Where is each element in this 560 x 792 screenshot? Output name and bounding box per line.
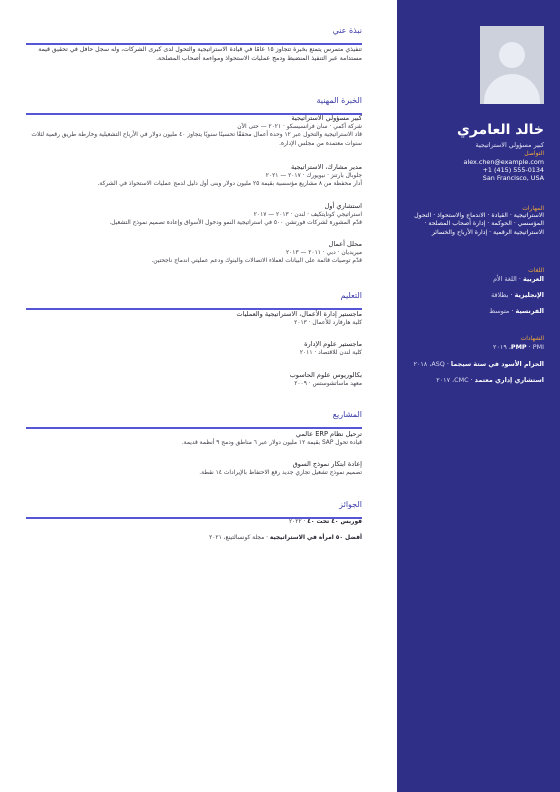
job-description: قاد الاستراتيجية والتحول عبر ١٢ وحدة أعمال محققًا تحسينًا سنويًا يتجاوز ٤٠ مليون دولار في الأرباح التشغيلية وخارطة طريق رقمية لثلاث سنوات معتمدة من مجلس الإدارة. [31, 132, 362, 147]
certification-item: استشاري إداري معتمد · CMC، ٢٠١٧ [436, 376, 544, 384]
email-text[interactable]: alex.chen@example.com [463, 158, 544, 166]
award-name: فوربس ٤٠ تحت ٤٠ [307, 519, 362, 525]
section-divider [26, 427, 362, 429]
education-item [26, 310, 362, 327]
language-item: الفرنسية · متوسط [489, 307, 544, 315]
degree: ماجستير علوم الإدارة [304, 340, 362, 348]
language-level: بطلاقة [491, 291, 509, 299]
location-text: San Francisco, USA [482, 174, 544, 183]
award-meta: مجلة كونسالتينغ، ٢٠٢١ [209, 535, 265, 541]
language-name: الإنجليزية [514, 291, 544, 299]
language-item: العربية · اللغة الأم [493, 275, 544, 283]
certifications-label: الشهادات [520, 335, 544, 342]
experience-item [26, 163, 362, 189]
project-description: قيادة تحول SAP بقيمة ١٢ مليون دولار عبر ٦ مناطق ودمج ٩ أنظمة قديمة. [181, 440, 362, 446]
award-item: فوربس ٤٠ تحت ٤٠ · ٢٠٢٢ [288, 519, 362, 525]
languages-label: اللغات [528, 267, 544, 274]
award-item: أفضل ٥٠ امرأة في الاستراتيجية · مجلة كونسالتينغ، ٢٠٢١ [209, 535, 362, 541]
language-level: متوسط [489, 307, 510, 315]
skills-list: الاستراتيجية · القيادة · الاندماج والاستحواذ · التحول المؤسسي · الحوكمة · إدارة أصحاب المصلحة · الاستراتيجية الرقمية · إدارة الأرباح والخسائر [414, 212, 544, 236]
job-meta: جلوبال بارتنز · نيويورك · ٢٠١٧ — ٢٠٢١ [265, 173, 362, 179]
experience-item [26, 240, 362, 266]
section-title: المشاريع [332, 410, 362, 419]
certification-item: الحزام الأسود في ستة سيجما · ASQ، ٢٠١٨ [413, 360, 544, 368]
project-name: ترحيل نظام ERP عالمي [295, 430, 362, 438]
language-item: الإنجليزية · بطلاقة [491, 291, 544, 299]
job-description: قدّم المشورة لشركات فورتشن ٥٠٠ في استراتيجية النمو ودخول الأسواق وإعادة تصميم نموذج التشغيل. [109, 220, 362, 227]
award-name: أفضل ٥٠ امرأة في الاستراتيجية [269, 535, 362, 541]
certification-meta: PMI، ٢٠١٩ [493, 343, 544, 351]
job-meta: شركة أكمي · سان فرانسيسكو · ٢٠٢١ — حتى الآن [237, 124, 362, 130]
job-description: قدّم توصيات قائمة على البيانات لعملاء الاتصالات والبنوك ودعم عمليتي اندماج ناجحتين. [151, 258, 362, 265]
job-title: استشاري أول [324, 202, 362, 210]
profile-photo-placeholder [480, 26, 544, 104]
section-title: الجوائز [339, 500, 362, 509]
certification-name: PMP [510, 343, 527, 351]
degree: ماجستير إدارة الأعمال، الاستراتيجية والعمليات [236, 310, 362, 318]
certification-name: استشاري إداري معتمد [474, 376, 544, 384]
candidate-name: خالد العامري [457, 122, 544, 138]
experience-item [26, 202, 362, 228]
sidebar [397, 0, 560, 792]
education-item [26, 340, 362, 357]
job-title: محلل أعمال [328, 240, 362, 248]
candidate-role: كبير مسؤولي الاستراتيجية [475, 141, 544, 149]
profile-text: تنفيذي متمرس يتمتع بخبرة تتجاوز ١٥ عامًا في قيادة الاستراتيجية والتحول لدى كبرى الشركات، وله سجل حافل في تحقيق قيمة مستدامة عبر التنفيذ المنضبط ودمج عمليات الاستحواذ ومواءمة أصحاب المصلحة. [38, 46, 362, 62]
certification-meta: ASQ، ٢٠١٨ [413, 360, 445, 368]
language-name: الفرنسية [515, 307, 544, 315]
project-description: تصميم نموذج تشغيل تجاري جديد رفع الاحتفاظ بالإيرادات ١٤ نقطة. [199, 470, 362, 476]
job-title: مدير مشارك، الاستراتيجية [290, 163, 362, 171]
award-meta: ٢٠٢٢ [288, 519, 302, 525]
language-level: اللغة الأم [493, 275, 517, 283]
school: كلية هارفارد للأعمال · ٢٠١٣ [294, 320, 362, 326]
job-meta: استراتيجي كونايتكيف · لندن · ٢٠١٣ — ٢٠١٧ [253, 212, 362, 218]
section-title: التعليم [340, 291, 362, 300]
school: معهد ماساتشوستس · ٢٠٠٩ [294, 381, 362, 387]
job-title: كبير مسؤولي الاستراتيجية [291, 114, 362, 122]
project-item [26, 430, 362, 447]
certification-item: PMP · PMI، ٢٠١٩ [493, 343, 544, 351]
certification-meta: CMC، ٢٠١٧ [436, 376, 469, 384]
section-title: نبذة عني [332, 26, 362, 35]
language-name: العربية [522, 275, 544, 283]
project-name: إعادة ابتكار نموذج السوق [292, 460, 362, 468]
section-title: الخبرة المهنية [316, 96, 362, 105]
degree: بكالوريوس علوم الحاسوب [289, 371, 362, 379]
job-description: أدار محفظة من ٨ مشاريع مؤسسية بقيمة ٢٥ مليون دولار وبنى أول دليل لدمج عمليات الاستحواذ في الشركة. [97, 181, 362, 188]
certification-name: الحزام الأسود في ستة سيجما [450, 360, 544, 368]
experience-item [26, 114, 362, 148]
project-item [26, 460, 362, 477]
section-divider [26, 43, 362, 45]
school: كلية لندن للاقتصاد · ٢٠١١ [299, 350, 362, 356]
contact-label: التواصل [524, 150, 544, 157]
job-meta: ميريديان · دبي · ٢٠١١ — ٢٠١٣ [285, 250, 362, 256]
education-item [26, 371, 362, 388]
skills-label: المهارات [522, 205, 544, 212]
phone-text[interactable]: +1 (415) 555-0134 [482, 166, 544, 175]
